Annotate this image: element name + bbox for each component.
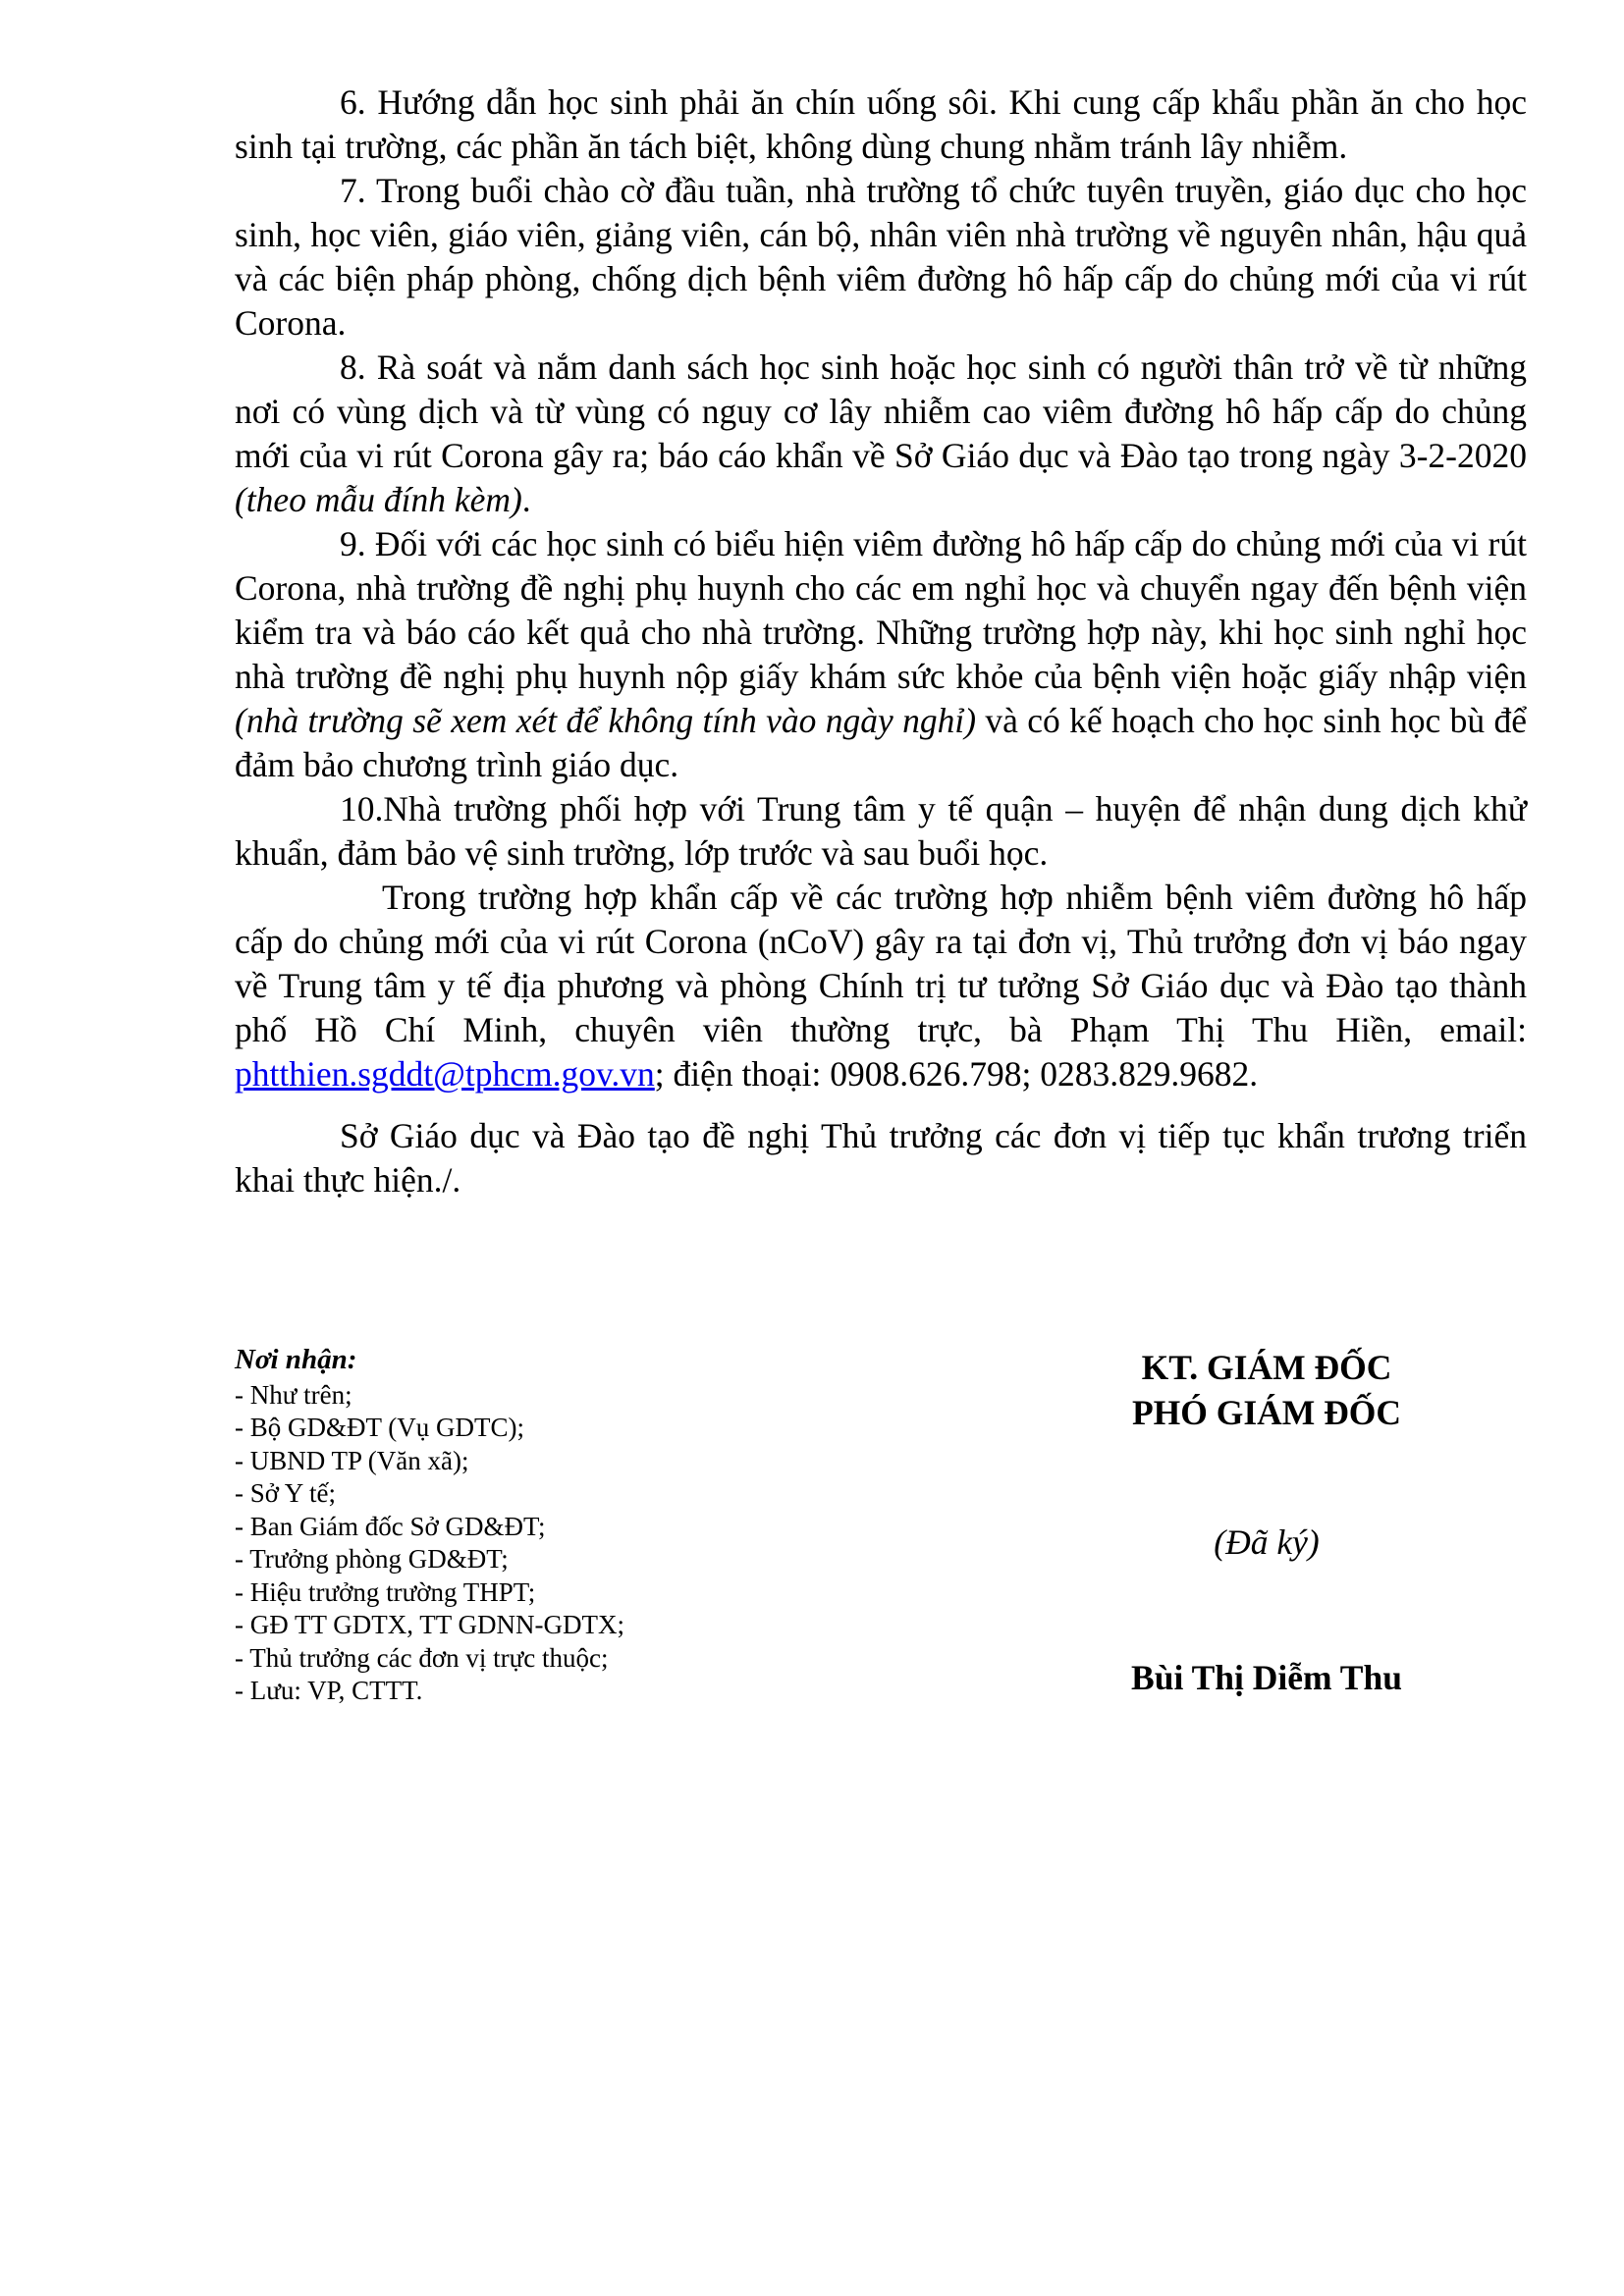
recipient-item: - Trưởng phòng GD&ĐT;: [235, 1544, 509, 1574]
paragraph-item-8: [235, 346, 1527, 522]
absence-note: (nhà trường sẽ xem xét để không tính vào ngày nghỉ): [235, 701, 977, 740]
recipient-item: - UBND TP (Văn xã);: [235, 1445, 469, 1475]
signed-note: (Đã ký): [1214, 1522, 1320, 1562]
recipient-item: - Hiệu trưởng trường THPT;: [235, 1576, 536, 1607]
paragraph-item-8-end: .: [521, 480, 531, 519]
contact-email-link[interactable]: phtthien.sgddt@tphcm.gov.vn: [235, 1054, 655, 1094]
emergency-phone-text: ; điện thoại: 0908.626.798; 0283.829.9682.: [654, 1054, 1259, 1094]
recipients-list: [235, 1379, 843, 1708]
paragraph-item-9-text: 9. Đối với các học sinh có biểu hiện viêm đường hô hấp cấp do chủng mới của vi rút Corona, nhà trường đề nghị phụ huynh cho các em nghỉ học và chuyển ngay đến bệnh viện kiểm tra và báo cáo kết quả cho nhà trường. Những trường hợp này, khi học sinh nghỉ học nhà trường đề nghị phụ huynh nộp giấy khám sức khỏe của bệnh viện hoặc giấy nhập viện: [235, 524, 1527, 696]
recipient-item: - Bộ GD&ĐT (Vụ GDTC);: [235, 1413, 524, 1442]
recipient-item: - Sở Y tế;: [235, 1478, 337, 1508]
recipients-title: Nơi nhận:: [235, 1344, 357, 1375]
attachment-note: (theo mẫu đính kèm): [235, 480, 522, 519]
closing-paragraph: Sở Giáo dục và Đào tạo đề nghị Thủ trưởng các đơn vị tiếp tục khẩn trương triển khai thực hiện./.: [235, 1116, 1527, 1200]
document-body: [235, 80, 1527, 1202]
paragraph-item-7: 7. Trong buổi chào cờ đầu tuần, nhà trường tổ chức tuyên truyền, giáo dục cho học sinh, học viên, giáo viên, giảng viên, cán bộ, nhân viên nhà trường về nguyên nhân, hậu quả và các biện pháp phòng, chống dịch bệnh viêm đường hô hấp cấp do chủng mới của vi rút Corona.: [235, 171, 1527, 343]
paragraph-item-6: 6. Hướng dẫn học sinh phải ăn chín uống sôi. Khi cung cấp khẩu phần ăn cho học sinh tại trường, các phần ăn tách biệt, không dùng chung nhằm tránh lây nhiễm.: [235, 82, 1527, 166]
signature-block: [1021, 1345, 1512, 1697]
paragraph-item-9: [235, 522, 1527, 787]
signer-name: Bùi Thị Diễm Thu: [1131, 1658, 1402, 1697]
emergency-text: Trong trường hợp khẩn cấp về các trường hợp nhiễm bệnh viêm đường hô hấp cấp do chủng mới của vi rút Corona (nCoV) gây ra tại đơn vị, Thủ trưởng đơn vị báo ngay về Trung tâm y tế địa phương và phòng Chính trị tư tưởng Sở Giáo dục và Đào tạo thành phố Hồ Chí Minh, chuyên viên thường trực, bà Phạm Thị Thu Hiền, email:: [235, 878, 1527, 1049]
paragraph-item-10: 10.Nhà trường phối hợp với Trung tâm y tế quận – huyện để nhận dung dịch khử khuẩn, đảm bảo vệ sinh trường, lớp trước và sau buổi học.: [235, 789, 1527, 873]
recipient-item: - GĐ TT GDTX, TT GDNN-GDTX;: [235, 1610, 624, 1639]
emergency-paragraph: [235, 876, 1527, 1096]
recipient-item: - Ban Giám đốc Sở GD&ĐT;: [235, 1511, 546, 1541]
signer-position: PHÓ GIÁM ĐỐC: [1131, 1393, 1402, 1432]
paragraph-item-8-text: 8. Rà soát và nắm danh sách học sinh hoặc học sinh có người thân trở về từ những nơi có vùng dịch và từ vùng có nguy cơ lây nhiễm cao viêm đường hô hấp cấp do chủng mới của vi rút Corona gây ra; báo cáo khẩn về Sở Giáo dục và Đào tạo trong ngày 3-2-2020: [235, 347, 1527, 475]
recipient-item: - Thủ trưởng các đơn vị trực thuộc;: [235, 1642, 609, 1673]
recipient-item: - Như trên;: [235, 1379, 352, 1410]
signer-authority: KT. GIÁM ĐỐC: [1141, 1348, 1392, 1387]
paragraph-item-9-end: và có kế hoạch cho học sinh học bù để đảm bảo chương trình giáo dục.: [235, 701, 1527, 784]
recipient-item: - Lưu: VP, CTTT.: [235, 1676, 423, 1705]
recipients-block: [235, 1344, 843, 1708]
